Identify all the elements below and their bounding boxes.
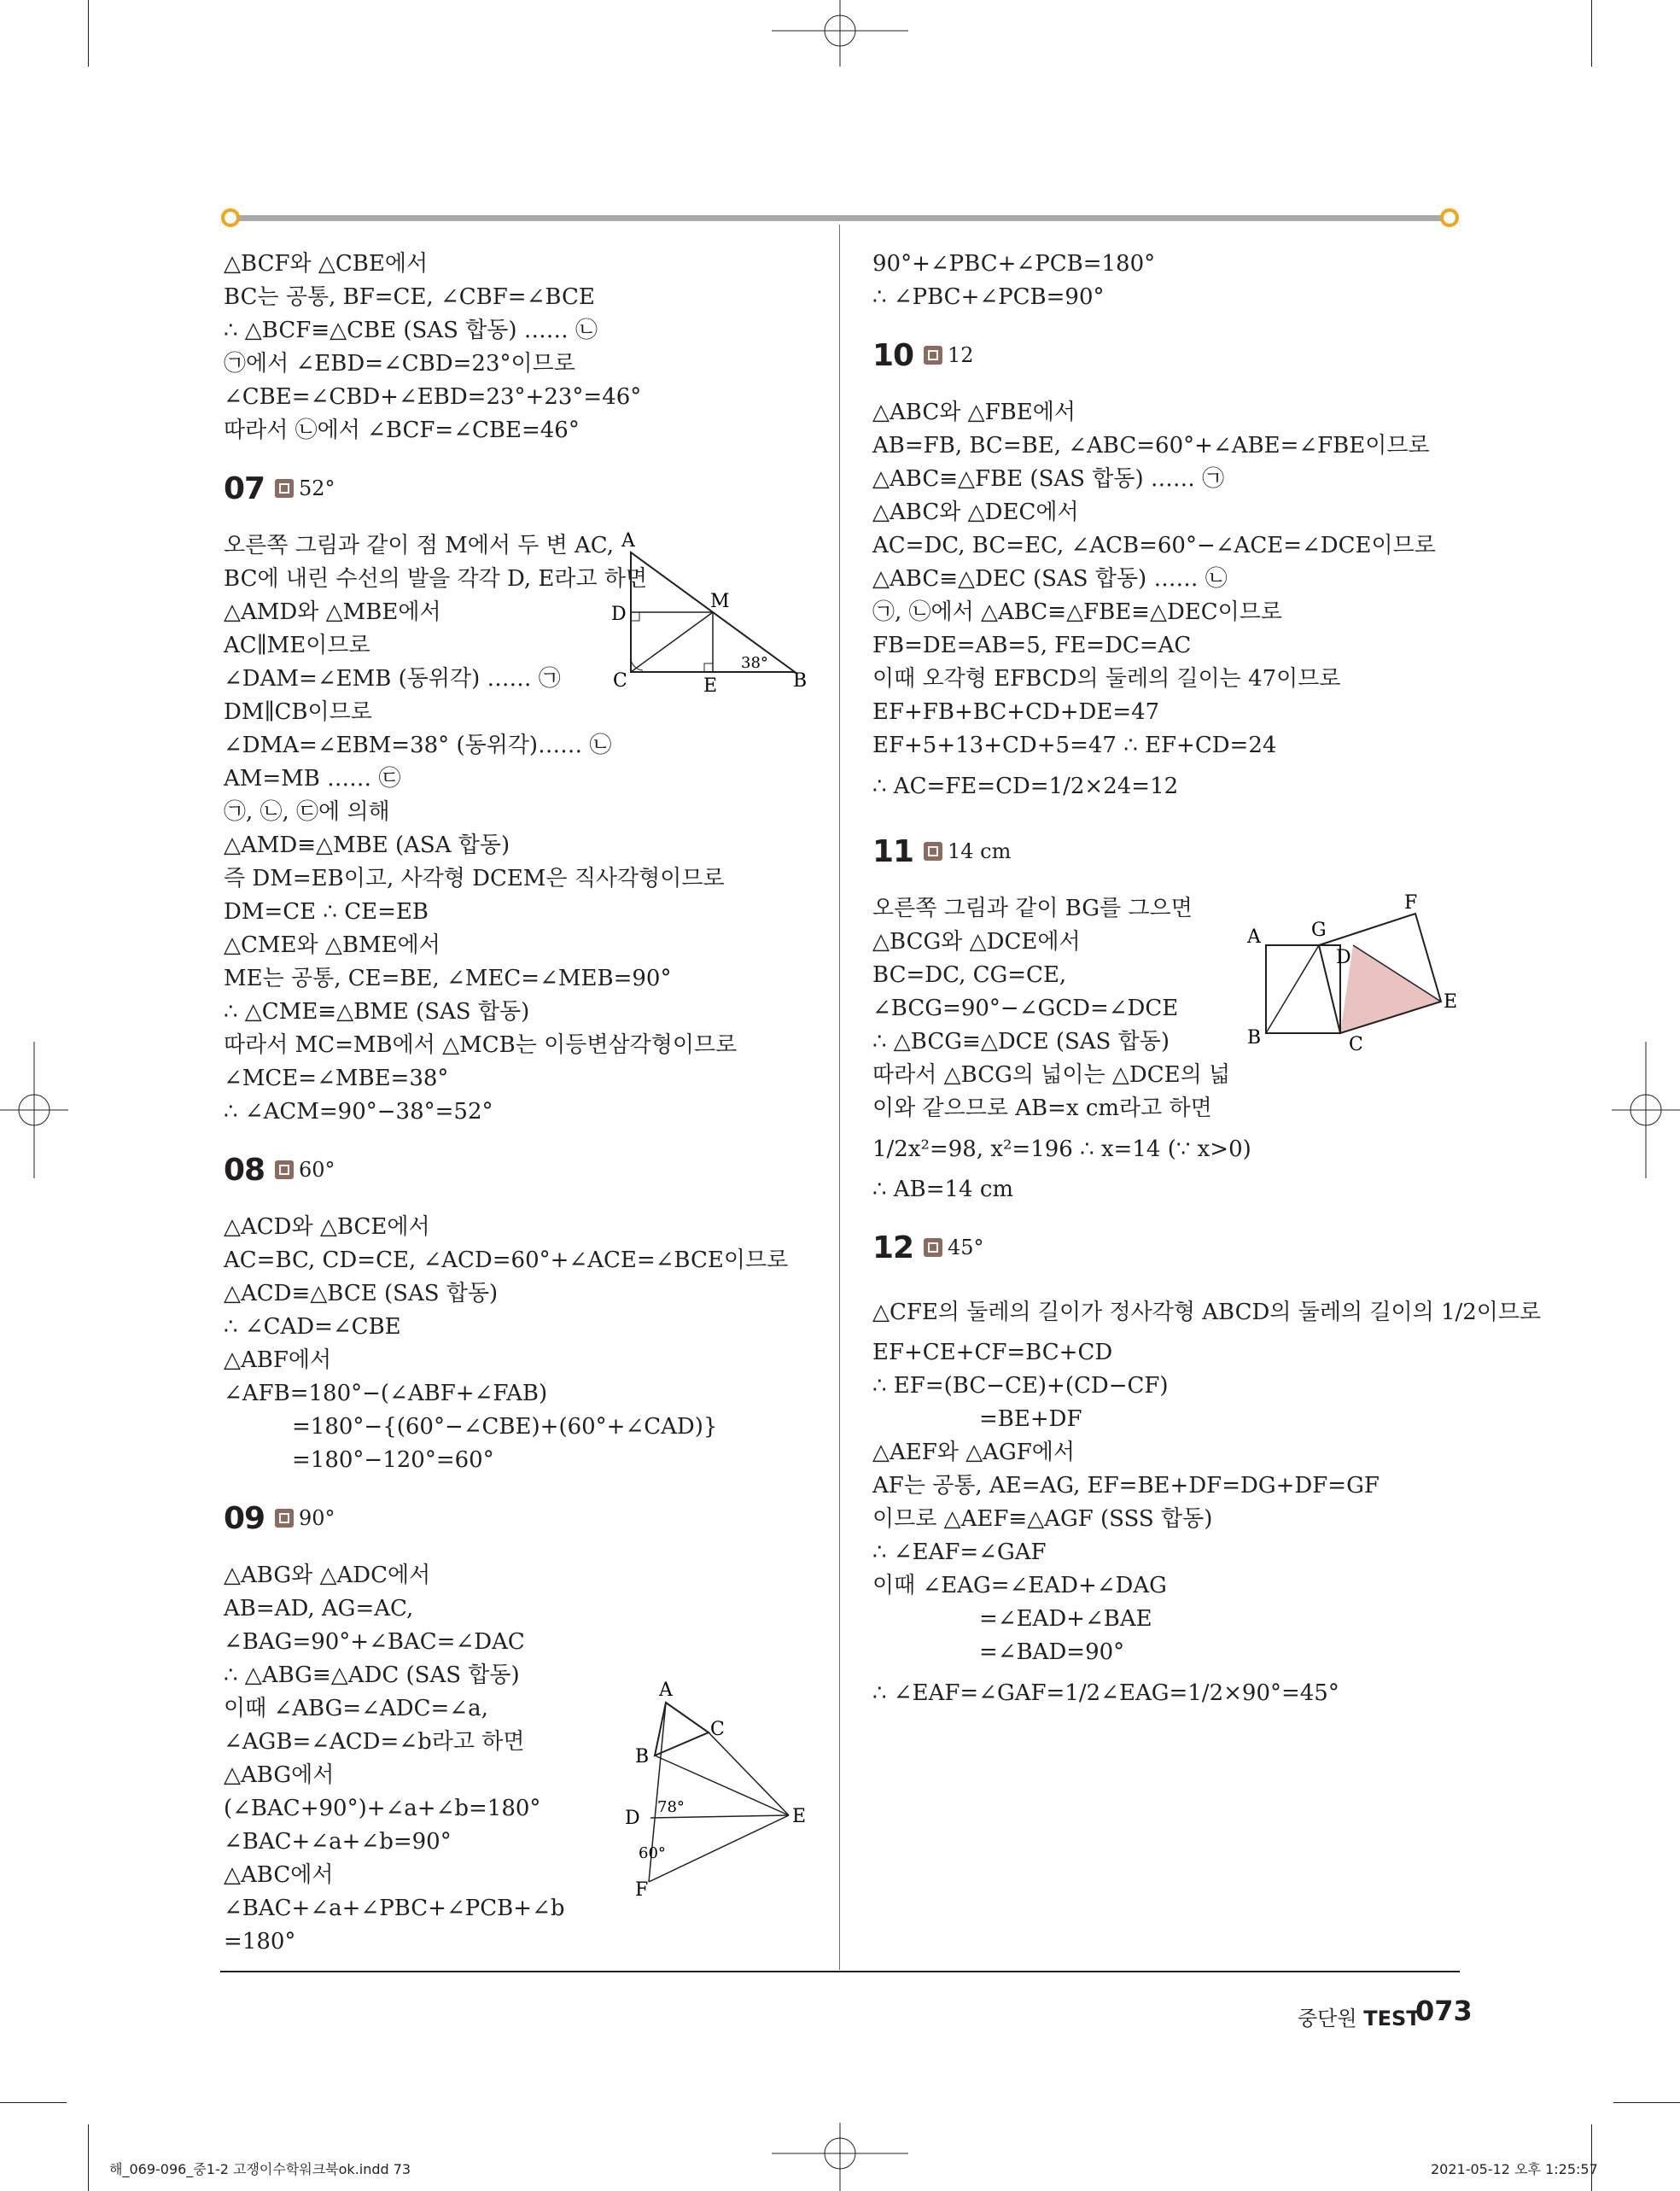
solution-line: DM∥CB이므로 bbox=[224, 699, 372, 725]
solution-line: 이므로 △AEF≡△AGF (SSS 합동) bbox=[872, 1506, 1213, 1532]
solution-line: DM=CE ∴ CE=EB bbox=[224, 899, 429, 925]
problem-answer: 12 bbox=[948, 342, 974, 367]
solution-line: 이와 같으므로 AB=x cm라고 하면 bbox=[872, 1096, 1212, 1121]
solution-line: △ABG와 △ADC에서 bbox=[224, 1563, 431, 1588]
fig09-label-B: B bbox=[635, 1746, 650, 1767]
footer-section: 중단원 bbox=[1298, 2007, 1357, 2030]
problem-answer: 45° bbox=[948, 1235, 984, 1259]
solution-line: ∴ ∠ACM=90°−38°=52° bbox=[224, 1099, 493, 1125]
registration-mark-left bbox=[0, 1042, 68, 1178]
footer-section-title bbox=[1298, 2001, 1420, 2031]
solution-line: BC에 내린 수선의 발을 각각 D, E라고 하면 bbox=[224, 566, 648, 592]
solution-line: =∠EAD+∠BAE bbox=[979, 1606, 1152, 1632]
fig09-label-E: E bbox=[792, 1806, 807, 1827]
slug-filename: 해_069-096_중1-2 고쟁이수학워크북ok.indd 73 bbox=[109, 2161, 411, 2177]
solution-line: (∠BAC+90°)+∠a+∠b=180° bbox=[224, 1796, 541, 1821]
solution-line: EF+FB+BC+CD+DE=47 bbox=[872, 699, 1160, 725]
solution-line: ∴ △BCG≡△DCE (SAS 합동) bbox=[872, 1029, 1170, 1055]
problem-heading bbox=[872, 810, 1470, 892]
solution-line: ∠DMA=∠EBM=38° (동위각)…… ㉡ bbox=[224, 733, 612, 758]
header-bar-dot-left bbox=[221, 208, 240, 227]
answer-tag-icon bbox=[924, 842, 942, 861]
crop-mark bbox=[0, 2102, 67, 2103]
solution-line: ㉠, ㉡에서 △ABC≡△FBE≡△DEC이므로 bbox=[872, 599, 1283, 625]
solution-line: AB=FB, BC=BE, ∠ABC=60°+∠ABE=∠FBE이므로 bbox=[872, 433, 1430, 459]
solution-line: ∴ ∠PBC+∠PCB=90° bbox=[872, 284, 1105, 310]
fig09-angle-60: 60° bbox=[639, 1844, 666, 1862]
solution-line: AC=BC, CD=CE, ∠ACD=60°+∠ACE=∠BCE이므로 bbox=[224, 1247, 789, 1273]
fig11-label-G: G bbox=[1311, 920, 1327, 941]
solution-line: ∴ AC=FE=CD=1/2×24=12 bbox=[872, 774, 1179, 799]
solution-line: △ABC≡△DEC (SAS 합동) …… ㉡ bbox=[872, 566, 1228, 592]
footer-rule bbox=[220, 1971, 1460, 1972]
solution-line: BC는 공통, BF=CE, ∠CBF=∠BCE bbox=[224, 284, 595, 310]
problem-number: 09 bbox=[224, 1500, 265, 1536]
solution-line: △ABC와 △DEC에서 bbox=[872, 500, 1079, 525]
solution-line: ∠MCE=∠MBE=38° bbox=[224, 1066, 449, 1091]
figure-09-triangles bbox=[616, 1677, 821, 1899]
solution-line: EF+CE+CF=BC+CD bbox=[872, 1340, 1113, 1365]
fig07-label-A: A bbox=[621, 531, 635, 552]
fig11-label-D: D bbox=[1336, 947, 1351, 968]
problem-heading bbox=[872, 1207, 1470, 1288]
answer-tag-icon bbox=[924, 1238, 942, 1257]
fig11-label-B: B bbox=[1247, 1027, 1262, 1049]
solution-line: 따라서 MC=MB에서 △MCB는 이등변삼각형이므로 bbox=[224, 1032, 738, 1058]
solution-line: ∠BAC+∠a+∠b=90° bbox=[224, 1829, 452, 1855]
problem-heading bbox=[224, 1477, 821, 1559]
solution-line: ∠BAC+∠a+∠PBC+∠PCB+∠b bbox=[224, 1896, 565, 1921]
solution-line: =∠BAD=90° bbox=[979, 1639, 1125, 1665]
fig11-label-A: A bbox=[1247, 926, 1261, 948]
answer-tag-icon bbox=[924, 346, 942, 365]
problem-number: 07 bbox=[224, 470, 265, 506]
problem-number: 10 bbox=[872, 337, 914, 373]
solution-line: △ABC와 △FBE에서 bbox=[872, 400, 1076, 425]
solution-line: =BE+DF bbox=[979, 1406, 1082, 1432]
solution-line: 따라서 ㉡에서 ∠BCF=∠CBE=46° bbox=[224, 418, 580, 443]
solution-line: ∴ ∠CAD=∠CBE bbox=[224, 1314, 401, 1340]
solution-line: △ACD와 △BCE에서 bbox=[224, 1214, 430, 1240]
fig07-label-M: M bbox=[710, 591, 730, 612]
problem-number: 08 bbox=[224, 1152, 265, 1188]
solution-line: △CME와 △BME에서 bbox=[224, 932, 440, 958]
fig09-label-C: C bbox=[710, 1719, 725, 1740]
solution-line: 오른쪽 그림과 같이 BG를 그으면 bbox=[872, 896, 1193, 921]
solution-line: △AMD≡△MBE (ASA 합동) bbox=[224, 833, 510, 858]
solution-line: =180°−{(60°−∠CBE)+(60°+∠CAD)} bbox=[292, 1414, 718, 1440]
solution-line: 오른쪽 그림과 같이 점 M에서 두 변 AC, bbox=[224, 533, 614, 558]
fig11-label-F: F bbox=[1404, 892, 1418, 914]
solution-line: =180° bbox=[224, 1929, 296, 1954]
solution-line: △ABG에서 bbox=[224, 1762, 335, 1788]
solution-line: ㉠에서 ∠EBD=∠CBD=23°이므로 bbox=[224, 351, 575, 377]
solution-line: ∠AGB=∠ACD=∠b라고 하면 bbox=[224, 1729, 525, 1755]
solution-line: ∠DAM=∠EMB (동위각) …… ㉠ bbox=[224, 666, 561, 692]
solution-line: 90°+∠PBC+∠PCB=180° bbox=[872, 251, 1156, 277]
solution-line: ∠AFB=180°−(∠ABF+∠FAB) bbox=[224, 1381, 548, 1406]
fig07-label-B: B bbox=[793, 670, 808, 692]
solution-line: △AEF와 △AGF에서 bbox=[872, 1440, 1075, 1465]
solution-line: ∴ △ABG≡△ADC (SAS 합동) bbox=[224, 1662, 520, 1688]
problem-heading bbox=[872, 314, 1470, 396]
problem-answer: 14 cm bbox=[948, 838, 1012, 863]
problem-heading bbox=[224, 1129, 821, 1211]
crop-mark bbox=[88, 2124, 89, 2191]
fig07-label-C: C bbox=[613, 670, 627, 692]
solution-line: ∠BCG=90°−∠GCD=∠DCE bbox=[872, 996, 1179, 1021]
registration-mark-right bbox=[1612, 1042, 1680, 1178]
solution-line: EF+5+13+CD+5=47 ∴ EF+CD=24 bbox=[872, 733, 1277, 758]
fig09-label-A: A bbox=[659, 1680, 673, 1701]
solution-line: ∠CBE=∠CBD+∠EBD=23°+23°=46° bbox=[224, 384, 642, 410]
problem-number: 11 bbox=[872, 833, 914, 869]
solution-line: FB=DE=AB=5, FE=DC=AC bbox=[872, 633, 1192, 658]
problem-answer: 90° bbox=[299, 1505, 335, 1530]
fig07-angle: 38° bbox=[741, 654, 768, 672]
solution-line: BC=DC, CG=CE, bbox=[872, 962, 1067, 988]
slug-date: 2021-05-12 오후 1:25:57 bbox=[1431, 2161, 1598, 2177]
fig09-angle-78: 78° bbox=[657, 1798, 685, 1816]
crop-mark bbox=[1613, 2102, 1680, 2103]
header-bar-dot-right bbox=[1440, 208, 1459, 227]
solution-line: ∴ ∠EAF=∠GAF=1/2∠EAG=1/2×90°=45° bbox=[872, 1680, 1339, 1706]
solution-line: △ABC에서 bbox=[224, 1862, 334, 1888]
solution-line: ∴ △BCF≡△CBE (SAS 합동) …… ㉡ bbox=[224, 318, 598, 343]
fig09-label-F: F bbox=[635, 1879, 649, 1899]
figure-11-squares bbox=[1245, 888, 1467, 1059]
solution-line: ∴ ∠EAF=∠GAF bbox=[872, 1540, 1047, 1565]
fig07-label-E: E bbox=[703, 675, 718, 697]
solution-line: ME는 공통, CE=BE, ∠MEC=∠MEB=90° bbox=[224, 966, 672, 991]
solution-line: △BCG와 △DCE에서 bbox=[872, 929, 1081, 955]
solution-line: 1/2x²=98, x²=196 ∴ x=14 (∵ x>0) bbox=[872, 1136, 1251, 1162]
header-bar bbox=[224, 215, 1453, 221]
solution-line: △AMD와 △MBE에서 bbox=[224, 599, 441, 625]
solution-line: △ABF에서 bbox=[224, 1347, 332, 1373]
crop-mark bbox=[1591, 0, 1592, 67]
solution-line: AC=DC, BC=EC, ∠ACB=60°−∠ACE=∠DCE이므로 bbox=[872, 533, 1436, 558]
solution-line: ∴ AB=14 cm bbox=[872, 1177, 1014, 1202]
fig07-label-D: D bbox=[611, 604, 627, 625]
problem-number: 12 bbox=[872, 1230, 914, 1265]
crop-mark bbox=[1591, 2124, 1592, 2191]
solution-line: AF는 공통, AE=AG, EF=BE+DF=DG+DF=GF bbox=[872, 1473, 1380, 1499]
solution-line: △ACD≡△BCE (SAS 합동) bbox=[224, 1281, 499, 1306]
solution-line: 이때 ∠EAG=∠EAD+∠DAG bbox=[872, 1573, 1167, 1598]
footer-test: TEST bbox=[1363, 2007, 1420, 2030]
solution-line: 따라서 △BCG의 넓이는 △DCE의 넓 bbox=[872, 1062, 1231, 1088]
solution-line: △CFE의 둘레의 길이가 정사각형 ABCD의 둘레의 길이의 1/2이므로 bbox=[872, 1300, 1542, 1325]
solution-line: △BCF와 △CBE에서 bbox=[224, 251, 429, 277]
fig11-label-E: E bbox=[1444, 991, 1458, 1013]
solution-line: =180°−120°=60° bbox=[292, 1447, 494, 1473]
solution-line: ㉠, ㉡, ㉢에 의해 bbox=[224, 799, 390, 825]
answer-tag-icon bbox=[275, 1160, 294, 1179]
fig11-label-C: C bbox=[1349, 1034, 1363, 1055]
registration-mark-top bbox=[772, 0, 908, 68]
solution-line: △ABC≡△FBE (SAS 합동) …… ㉠ bbox=[872, 466, 1225, 492]
solution-line: AC∥ME이므로 bbox=[224, 633, 370, 658]
fig09-label-D: D bbox=[625, 1808, 640, 1829]
answer-tag-icon bbox=[275, 479, 294, 498]
answer-tag-icon bbox=[275, 1509, 294, 1528]
solution-line: ∴ EF=(BC−CE)+(CD−CF) bbox=[872, 1373, 1169, 1399]
solution-line: 즉 DM=EB이고, 사각형 DCEM은 직사각형이므로 bbox=[224, 866, 725, 891]
problem-answer: 52° bbox=[299, 476, 335, 500]
registration-mark-bottom bbox=[772, 2123, 908, 2191]
problem-answer: 60° bbox=[299, 1157, 335, 1182]
page-number: 073 bbox=[1415, 1995, 1473, 2027]
column-divider bbox=[839, 225, 840, 1970]
solution-line: ∠BAG=90°+∠BAC=∠DAC bbox=[224, 1629, 525, 1655]
solution-line: AB=AD, AG=AC, bbox=[224, 1596, 414, 1621]
figure-07-triangle bbox=[603, 531, 825, 702]
solution-line: AM=MB …… ㉢ bbox=[224, 766, 401, 792]
crop-mark bbox=[88, 0, 89, 67]
solution-line: 이때 ∠ABG=∠ADC=∠a, bbox=[224, 1696, 488, 1721]
problem-heading bbox=[224, 447, 821, 529]
solution-line: ∴ △CME≡△BME (SAS 합동) bbox=[224, 999, 530, 1025]
solution-line: 이때 오각형 EFBCD의 둘레의 길이는 47이므로 bbox=[872, 666, 1341, 692]
